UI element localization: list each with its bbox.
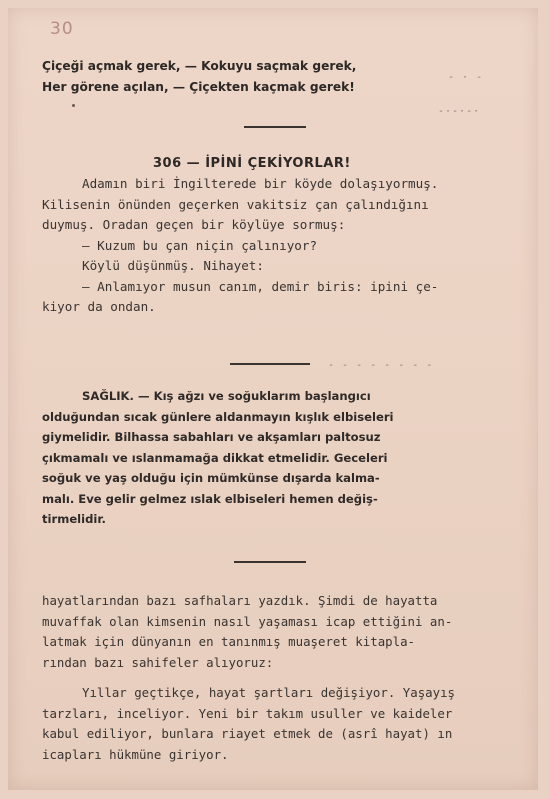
stray-marks: - - - - - - - - — [328, 360, 434, 371]
joke-body — [42, 174, 512, 318]
text-line: Adamın biri İngilterede bir köyde dolaşıyormuş. — [82, 176, 439, 191]
text-line: Köylü düşünmüş. Nihayet: — [82, 258, 264, 273]
section-divider — [244, 126, 306, 128]
verse-line: Çiçeği açmak gerek, — Kokuyu saçmak gerek, — [42, 59, 357, 73]
text-line: kabul ediliyor, bunlara riayet etmek de (asrî hayat) ın — [42, 726, 453, 741]
verse-block — [42, 56, 452, 98]
text-line: Kilisenin önünden geçerken vakitsiz çan çalındığını — [42, 196, 429, 212]
verse-line: Her görene açılan, — Çiçekten kaçmak gerek! — [42, 80, 355, 94]
text-line: tirmelidir. — [42, 512, 106, 526]
text-line: çıkmamalı ve ıslanmamağa dikkat etmelidir. Geceleri — [42, 450, 388, 465]
stray-marks: - · - — [448, 72, 484, 83]
page-number: 30 — [50, 19, 74, 39]
joke-title: 306 — İPİNİ ÇEKİYORLAR! — [153, 156, 351, 171]
text-line: icapları hükmüne giriyor. — [42, 746, 229, 762]
text-line: — Kuzum bu çan niçin çalınıyor? — [82, 237, 318, 253]
health-section — [42, 386, 514, 530]
text-line: malı. Eve gelir gelmez ıslak elbiseleri hemen değiş- — [42, 491, 378, 506]
printed-page — [8, 8, 538, 790]
text-line: rından bazı sahifeler alıyoruz: — [42, 654, 274, 670]
text-line: olduğundan sıcak günlere aldanmayın kışlık elbiseleri — [42, 409, 394, 424]
ink-speck — [72, 104, 75, 107]
text-line: — Anlamıyor musun canım, demir biris: ipini çe- — [82, 278, 439, 294]
text-line: tarzları, inceliyor. Yeni bir takım usuller ve kaideler — [42, 705, 453, 721]
text-line: kiyor da ondan. — [42, 299, 156, 314]
text-line: latmak için dünyanın en tanınmış muaşeret kitapla- — [42, 634, 415, 649]
etiquette-excerpt — [42, 591, 514, 765]
stray-marks: -·-·-· — [438, 106, 481, 117]
text-line: soğuk ve yaş olduğu için mümkünse dışarda kalma- — [42, 471, 380, 485]
text-line: hayatlarından bazı safhaları yazdık. Şimdi de hayatta — [42, 593, 438, 608]
section-divider — [230, 363, 310, 365]
text-line: muvaffak olan kimsenin nasıl yaşaması icap ettiğini an- — [42, 613, 453, 629]
text-line: duymuş. Oradan geçen bir köylüye sormuş: — [42, 217, 346, 232]
text-line: Yıllar geçtikçe, hayat şartları değişiyor. Yaşayış — [82, 685, 455, 700]
text-line: SAĞLIK. — Kış ağzı ve soğuklarım başlangıcı — [82, 389, 371, 403]
section-divider — [234, 561, 306, 563]
text-line: giymelidir. Bilhassa sabahları ve akşamları paltosuz — [42, 430, 381, 444]
